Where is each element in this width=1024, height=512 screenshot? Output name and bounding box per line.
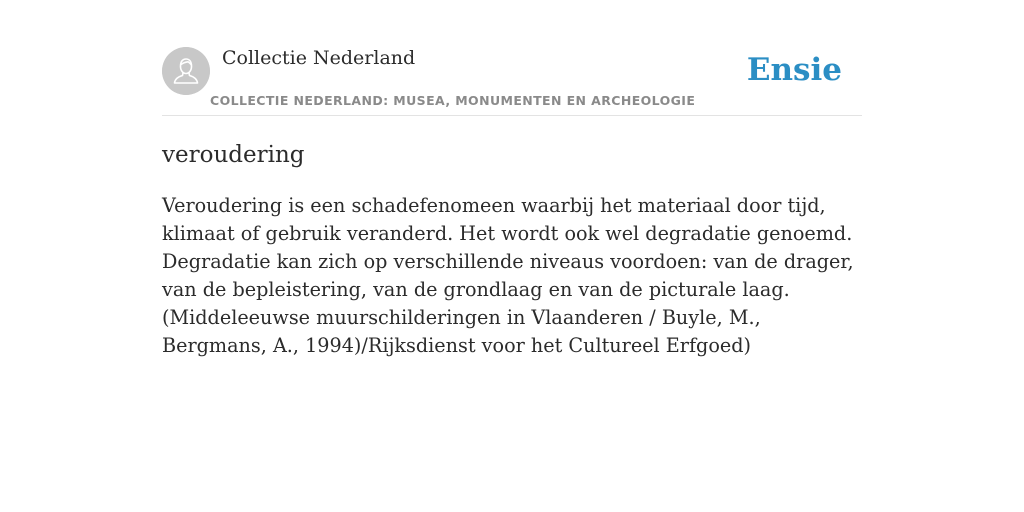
author-name[interactable]: Collectie Nederland <box>222 47 416 69</box>
author-avatar[interactable] <box>162 47 210 95</box>
page <box>162 0 862 512</box>
term-title: veroudering <box>162 142 305 168</box>
ensie-logo-link[interactable]: Ensie <box>746 52 842 88</box>
user-silhouette-icon <box>162 47 210 95</box>
author-subtitle: COLLECTIE NEDERLAND: MUSEA, MONUMENTEN EN ARCHEOLOGIE <box>210 93 696 108</box>
definition-text: Veroudering is een schadefenomeen waarbij het materiaal door tijd, klimaat of gebruik veranderd. Het wordt ook wel degradatie genoemd. Degradatie kan zich op verschillende niveaus voordoen: van de drager, van de bepleistering, van de grondlaag en van de picturale laag. (Middeleeuwse muurschilderingen in Vlaanderen / Buyle, M., Bergmans, A., 1994)/Rijksdienst voor het Cultureel Erfgoed) <box>162 194 854 357</box>
header <box>162 0 862 116</box>
